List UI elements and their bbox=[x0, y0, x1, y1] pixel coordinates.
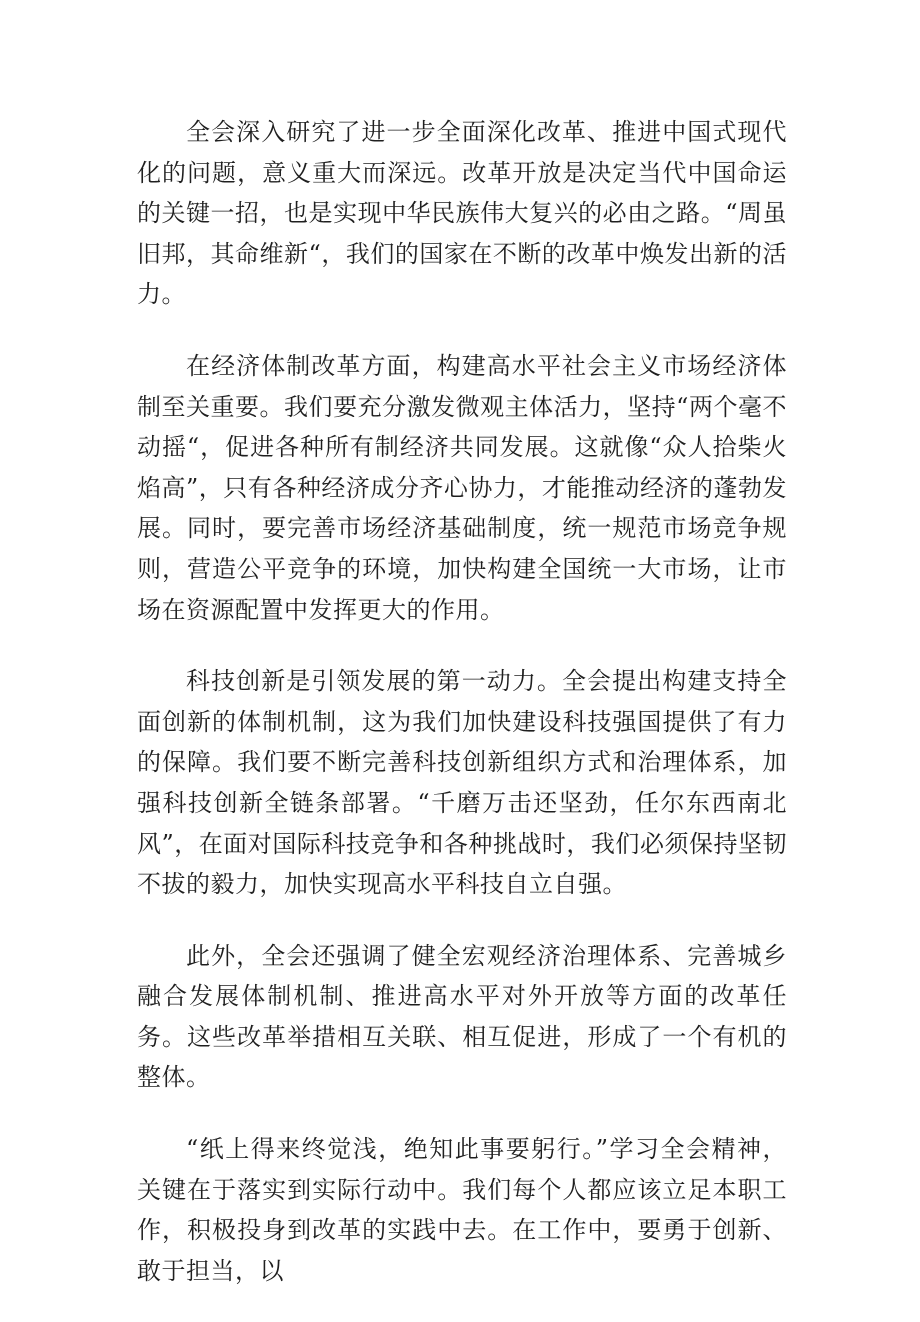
paragraph-other-reforms: 此外，全会还强调了健全宏观经济治理体系、完善城乡融合发展体制机制、推进高水平对外开放等方面的改革任务。这些改革举措相互关联、相互促进，形成了一个有机的整体。 bbox=[137, 941, 787, 1092]
paragraph-practice: “纸上得来终觉浅，绝知此事要躬行。”学习全会精神，关键在于落实到实际行动中。我们每个人都应该立足本职工作，积极投身到改革的实践中去。在工作中，要勇于创新、敢于担当，以 bbox=[137, 1135, 787, 1285]
document-body bbox=[137, 112, 787, 1322]
paragraph-tech-innovation: 科技创新是引领发展的第一动力。全会提出构建支持全面创新的体制机制，这为我们加快建设科技强国提供了有力的保障。我们要不断完善科技创新组织方式和治理体系，加强科技创新全链条部署。“千磨万击还坚劲，任尔东西南北风”，在面对国际科技竞争和各种挑战时，我们必须保持坚韧不拔的毅力，加快实现高水平科技自立自强。 bbox=[137, 667, 787, 899]
paragraph-reform-significance: 全会深入研究了进一步全面深化改革、推进中国式现代化的问题，意义重大而深远。改革开放是决定当代中国命运的关键一招，也是实现中华民族伟大复兴的必由之路。“周虽旧邦，其命维新“，我们的国家在不断的改革中焕发出新的活力。 bbox=[137, 118, 787, 309]
paragraph-economic-reform: 在经济体制改革方面，构建高水平社会主义市场经济体制至关重要。我们要充分激发微观主体活力，坚持“两个毫不动摇“，促进各种所有制经济共同发展。这就像“众人拾柴火焰高”，只有各种经济成分齐心协力，才能推动经济的蓬勃发展。同时，要完善市场经济基础制度，统一规范市场竞争规则，营造公平竞争的环境，加快构建全国统一大市场，让市场在资源配置中发挥更大的作用。 bbox=[137, 351, 787, 624]
